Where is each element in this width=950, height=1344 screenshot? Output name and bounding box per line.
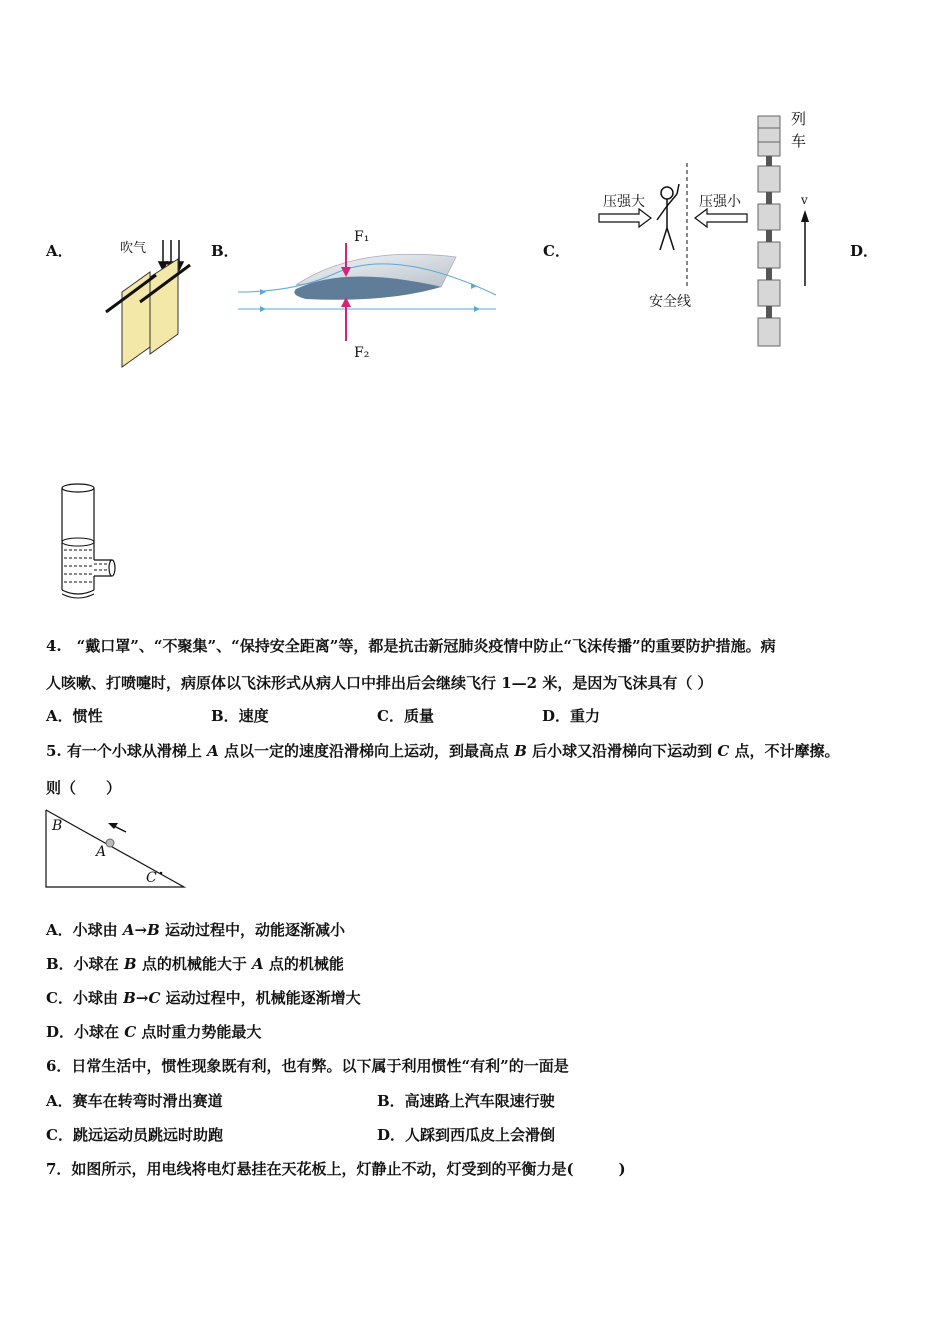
q5-option-a: A．小球由 A→B 运动过程中，动能逐渐减小	[46, 921, 346, 939]
q4-option-a: A．惯性	[46, 707, 103, 725]
figure-c-train-safety-line	[595, 108, 825, 358]
safety-line-label: 安全线	[649, 294, 691, 310]
q3-option-c-label: C．	[543, 242, 570, 260]
q4-option-d: D．重力	[542, 707, 601, 725]
q5-option-b: B．小球在 B 点的机械能大于 A 点的机械能	[46, 955, 344, 973]
q3-option-a-label: A．	[46, 242, 73, 260]
q3-option-d-label: D．	[850, 242, 879, 260]
q7-stem: 7．如图所示，用电线将电灯悬挂在天花板上，灯静止不动，灯受到的平衡力是( )	[46, 1160, 626, 1178]
q6-option-d: D．人踩到西瓜皮上会滑倒	[377, 1126, 556, 1144]
q6-option-c: C．跳远运动员跳远时助跑	[46, 1126, 223, 1144]
q5-stem-line1: 5. 有一个小球从滑梯上 A 点以一定的速度沿滑梯向上运动，到最高点 B 后小球又沿滑梯向下运动到 C 点，不计摩擦。	[46, 742, 840, 760]
person-figure	[657, 184, 679, 250]
paper-sheet-right	[150, 259, 178, 354]
q3-option-b-label: B．	[211, 242, 239, 260]
q5-option-d: D．小球在 C 点时重力势能最大	[46, 1023, 262, 1041]
velocity-label: v	[801, 193, 808, 207]
point-c-label: C	[146, 870, 157, 886]
figure-b-airfoil	[236, 225, 506, 365]
train-label-1: 列	[791, 110, 807, 128]
q6-option-b: B．高速路上汽车限速行驶	[377, 1092, 555, 1110]
figure-a-blow-text: 吹气	[120, 241, 147, 256]
figure-d-water-cylinder	[54, 480, 124, 602]
pressure-high-label: 压强大	[603, 194, 645, 210]
point-b-label: B	[52, 818, 63, 834]
pressure-low-label: 压强小	[699, 194, 741, 210]
figure-q5-incline	[44, 808, 190, 890]
force-f1-label: F₁	[354, 229, 370, 245]
q5-option-c: C．小球由 B→C 运动过程中，机械能逐渐增大	[46, 989, 361, 1007]
figure-a-paper-blowing	[100, 232, 195, 370]
paper-sheet-left	[122, 272, 150, 367]
q6-stem: 6．日常生活中，惯性现象既有利，也有弊。以下属于利用惯性“有利”的一面是	[46, 1057, 569, 1075]
force-f2-label: F₂	[354, 345, 370, 361]
q6-option-a: A．赛车在转弯时滑出赛道	[46, 1092, 223, 1110]
train-label-2: 车	[791, 132, 807, 150]
point-a-label: A	[96, 844, 107, 860]
q4-stem-line2: 人咳嗽、打喷嚏时，病原体以飞沫形式从病人口中排出后会继续飞行 1—2 米，是因为飞沫具有（ ）	[46, 674, 713, 692]
q4-option-b: B．速度	[211, 707, 269, 725]
q4-option-c: C．质量	[377, 707, 434, 725]
q4-stem-line1: 4. “戴口罩”、“不聚集”、“保持安全距离”等，都是抗击新冠肺炎疫情中防止“飞沫传播”的重要防护措施。病	[46, 637, 776, 655]
q5-stem-line2: 则（ ）	[46, 779, 122, 797]
